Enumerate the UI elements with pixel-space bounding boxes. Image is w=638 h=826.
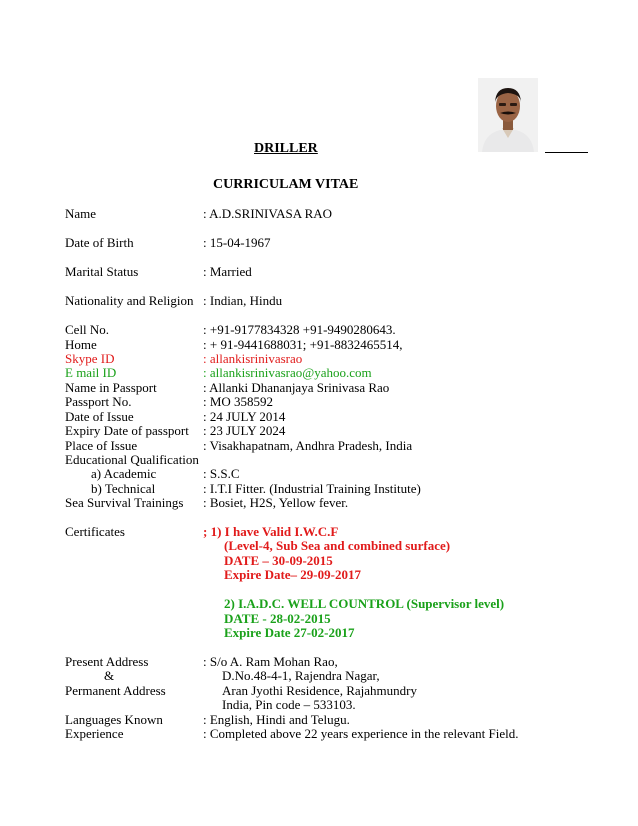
- email-label: E mail ID: [65, 365, 117, 380]
- cell-label: Cell No.: [65, 322, 110, 337]
- present-address-label: Present Address: [65, 654, 149, 669]
- passport-no-value: : MO 358592: [203, 394, 274, 409]
- photo-underline: [545, 152, 588, 153]
- experience-label: Experience: [65, 726, 124, 741]
- marital-status-value: : Married: [203, 264, 252, 279]
- address-line-4: India, Pin code – 533103.: [222, 697, 356, 712]
- expiry-date-label: Expiry Date of passport: [65, 423, 189, 438]
- certificate-iwcf-date: DATE – 30-09-2015: [224, 553, 333, 568]
- nationality-label: Nationality and Religion: [65, 293, 194, 308]
- email-value: : allankisrinivasrao@yahoo.com: [203, 365, 372, 380]
- passport-name-value: : Allanki Dhananjaya Srinivasa Rao: [203, 380, 390, 395]
- skype-value: : allankisrinivasrao: [203, 351, 303, 366]
- experience-value: : Completed above 22 years experience in the relevant Field.: [203, 726, 519, 741]
- education-label: Educational Qualification: [65, 452, 199, 467]
- languages-label: Languages Known: [65, 712, 163, 727]
- document-title: DRILLER: [254, 141, 318, 156]
- issue-date-label: Date of Issue: [65, 409, 134, 424]
- name-label: Name: [65, 206, 97, 221]
- profile-photo: [478, 78, 538, 152]
- certificate-iadc-date: DATE - 28-02-2015: [224, 611, 331, 626]
- nationality-value: : Indian, Hindu: [203, 293, 283, 308]
- sea-survival-label: Sea Survival Trainings: [65, 495, 184, 510]
- certificate-iwcf-expiry: Expire Date– 29-09-2017: [224, 567, 361, 582]
- passport-name-label: Name in Passport: [65, 380, 157, 395]
- address-ampersand: &: [104, 668, 115, 683]
- place-of-issue-label: Place of Issue: [65, 438, 138, 453]
- home-label: Home: [65, 337, 97, 352]
- address-line-3: Aran Jyothi Residence, Rajahmundry: [222, 683, 417, 698]
- dob-value: : 15-04-1967: [203, 235, 271, 250]
- document-subtitle: CURRICULAM VITAE: [213, 177, 359, 192]
- name-value: : A.D.SRINIVASA RAO: [203, 206, 333, 221]
- technical-value: : I.T.I Fitter. (Industrial Training Institute): [203, 481, 421, 496]
- certificates-label: Certificates: [65, 524, 125, 539]
- certificate-iadc: 2) I.A.D.C. WELL COUNTROL (Supervisor level): [224, 596, 505, 611]
- issue-date-value: : 24 JULY 2014: [203, 409, 286, 424]
- academic-label: a) Academic: [91, 466, 157, 481]
- academic-value: : S.S.C: [203, 466, 240, 481]
- marital-status-label: Marital Status: [65, 264, 139, 279]
- address-line-1: : S/o A. Ram Mohan Rao,: [203, 654, 338, 669]
- home-value: : + 91-9441688031; +91-8832465514,: [203, 337, 403, 352]
- certificate-iwcf-level: (Level-4, Sub Sea and combined surface): [224, 538, 451, 553]
- cell-value: : +91-9177834328 +91-9490280643.: [203, 322, 396, 337]
- certificate-iadc-expiry: Expire Date 27-02-2017: [224, 625, 355, 640]
- dob-label: Date of Birth: [65, 235, 134, 250]
- languages-value: : English, Hindi and Telugu.: [203, 712, 350, 727]
- expiry-date-value: : 23 JULY 2024: [203, 423, 286, 438]
- sea-survival-value: : Bosiet, H2S, Yellow fever.: [203, 495, 349, 510]
- person-portrait-icon: [478, 78, 538, 152]
- permanent-address-label: Permanent Address: [65, 683, 166, 698]
- passport-no-label: Passport No.: [65, 394, 132, 409]
- skype-label: Skype ID: [65, 351, 115, 366]
- technical-label: b) Technical: [91, 481, 156, 496]
- address-line-2: D.No.48-4-1, Rajendra Nagar,: [222, 668, 380, 683]
- place-of-issue-value: : Visakhapatnam, Andhra Pradesh, India: [203, 438, 413, 453]
- certificate-iwcf: ; 1) I have Valid I.W.C.F: [203, 524, 339, 539]
